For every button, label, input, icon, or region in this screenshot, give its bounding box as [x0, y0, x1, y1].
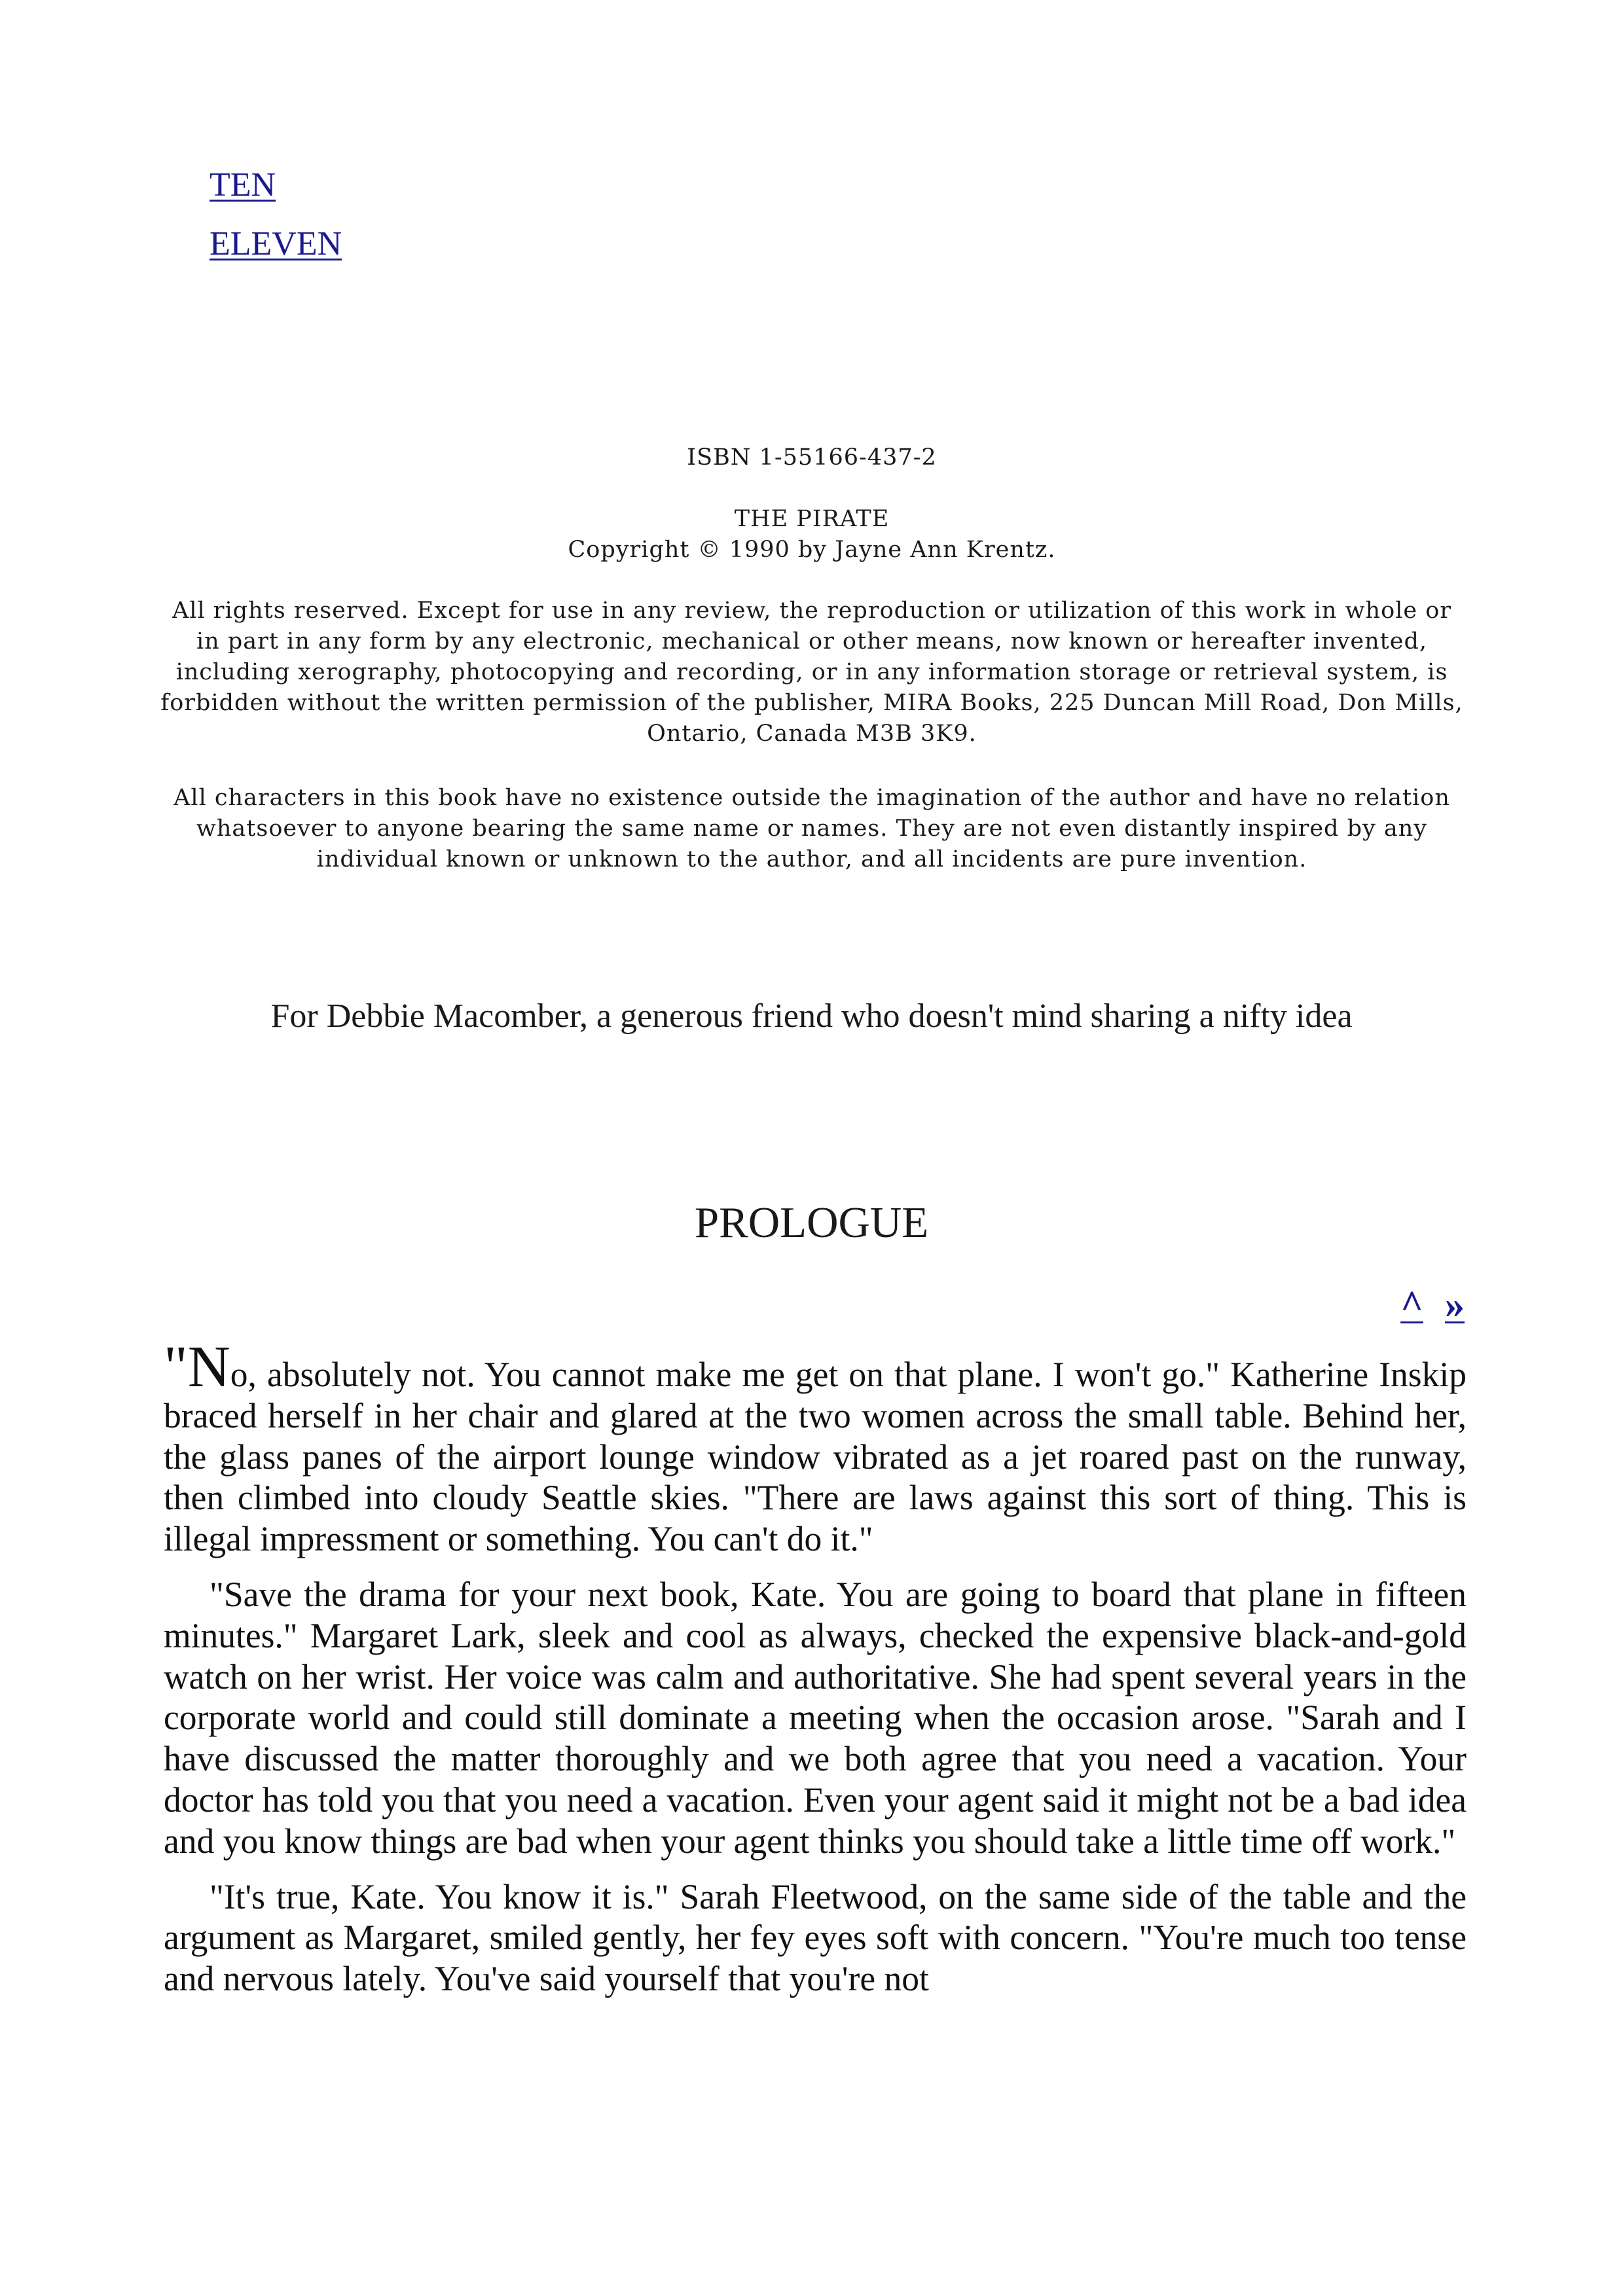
paragraph-2: "Save the drama for your next book, Kate. You are going to board that plane in fifteen minutes." Margaret Lark, sleek and cool as always, checked the expensive black-and-gold watch on her wrist. Her voice was calm and authoritative. She had spent several years in the corporate world and could still dominate a meeting when the occasion arose. "Sarah and I have discussed the matter thoroughly and we both agree that you need a vacation. Your doctor has told you that you need a vacation. Even your agent said it might not be a bad idea and you know things are bad when your agent thinks you should take a little time off work."	[164, 1574, 1467, 1861]
paragraph-1-text: o, absolutely not. You cannot make me get on that plane. I won't go." Katherine Inskip braced herself in her chair and glared at the two women across the small table. Behind her, the glass panes of the airport lounge window vibrated as a jet roared past on the runway, then climbed into cloudy Seattle skies. "There are laws against this sort of thing. This is illegal impressment or something. You can't do it."	[164, 1355, 1467, 1559]
paragraph-3: "It's true, Kate. You know it is." Sarah Fleetwood, on the same side of the table and the argument as Margaret, smiled gently, her fey eyes soft with concern. "You're much too tense and nervous lately. You've said yourself that you're not	[164, 1876, 1467, 1999]
characters-disclaimer: All characters in this book have no existence outside the imagination of the author and have no relation whatsoever to anyone bearing the same name or names. They are not even distantly inspired by any individual known or unknown to the author, and all incidents are pure invention.	[173, 785, 1450, 872]
table-of-contents	[210, 156, 342, 274]
isbn-line: ISBN 1-55166-437-2	[687, 444, 937, 471]
copyright-title-block	[157, 504, 1467, 565]
copyright-line: Copyright © 1990 by Jayne Ann Krentz.	[568, 537, 1056, 563]
opening-quote: "	[164, 1335, 188, 1399]
chapter-title: PROLOGUE	[694, 1198, 929, 1247]
book-title: THE PIRATE	[734, 506, 890, 532]
paragraph-1	[164, 1335, 1467, 1560]
prologue-body	[164, 1335, 1467, 2014]
toc-link-eleven[interactable]: ELEVEN	[210, 225, 342, 262]
rights-notice: All rights reserved. Except for use in any review, the reproduction or utilization of this work in whole or in part in any form by any electronic, mechanical or other means, now known or hereafter invented, including xerography, photocopying and recording, or in any information storage or retrieval system, is forbidden without the written permission of the publisher, MIRA Books, 225 Duncan Mill Road, Don Mills, Ontario, Canada M3B 3K9.	[160, 598, 1463, 747]
toc-link-ten[interactable]: TEN	[210, 166, 276, 204]
chapter-nav	[1389, 1282, 1465, 1327]
dedication: For Debbie Macomber, a generous friend who doesn't mind sharing a nifty idea	[270, 997, 1353, 1035]
drop-cap: N	[187, 1335, 230, 1399]
nav-up-link[interactable]: ^	[1400, 1283, 1423, 1326]
nav-next-link[interactable]: »	[1445, 1283, 1465, 1326]
